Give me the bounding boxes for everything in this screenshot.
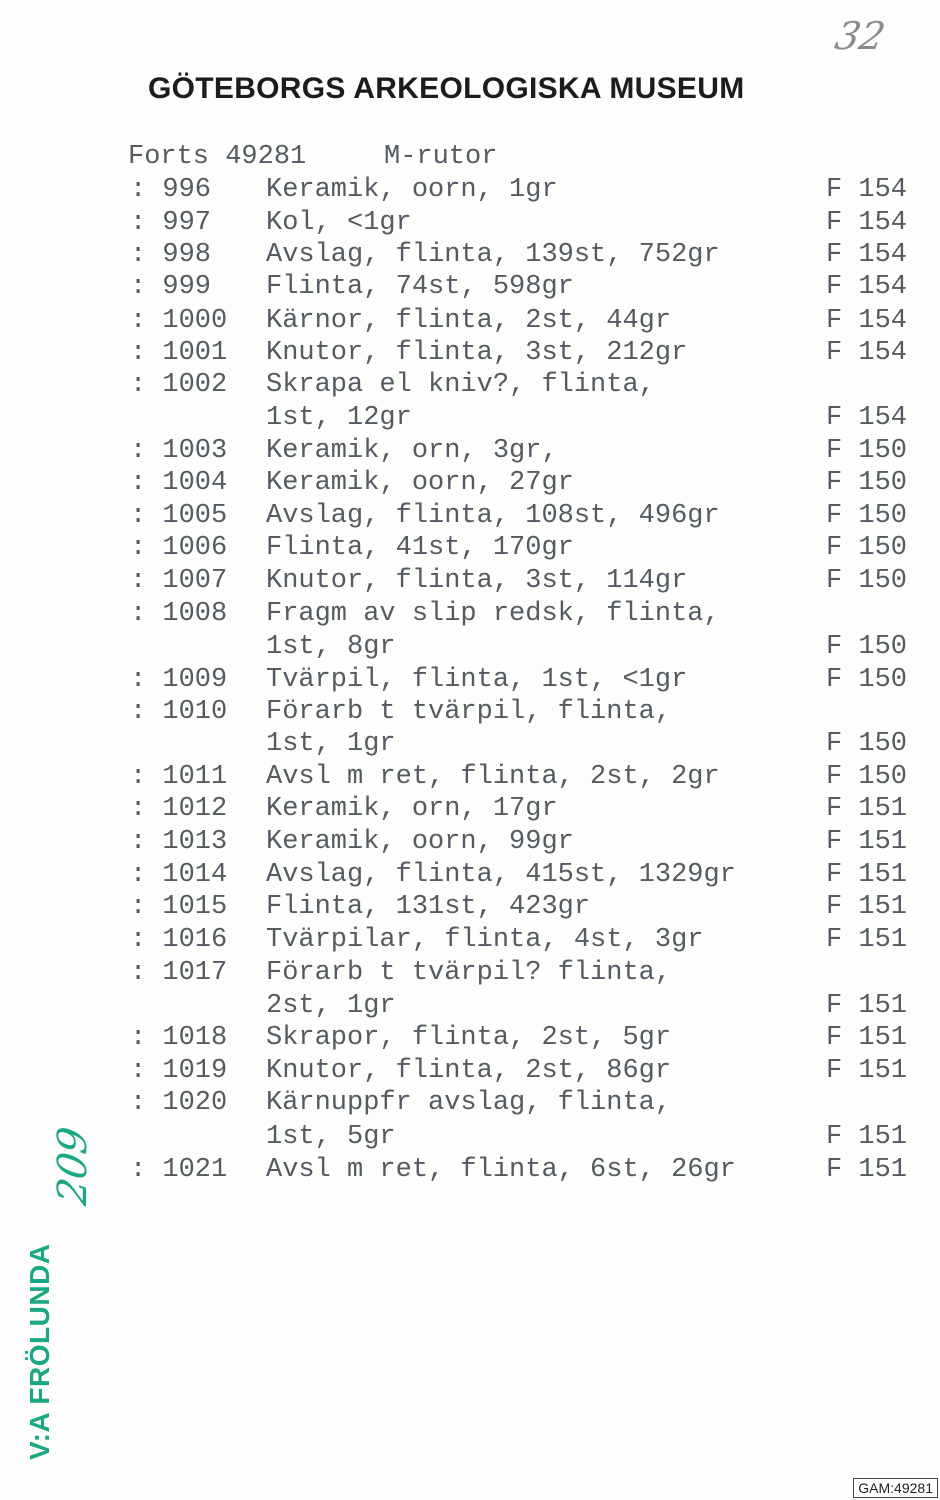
storage-reference: F 154 <box>826 208 908 238</box>
storage-reference: F 150 <box>826 632 908 662</box>
catalog-row <box>0 1122 940 1155</box>
catalog-row <box>0 729 940 762</box>
catalog-row <box>0 697 940 730</box>
catalog-row <box>0 272 940 305</box>
storage-reference: F 151 <box>826 1155 908 1185</box>
catalog-number: : 1004 <box>130 468 228 498</box>
museum-header: GÖTEBORGS ARKEOLOGISKA MUSEUM <box>148 72 745 105</box>
item-description: Kärnuppfr avslag, flinta, <box>266 1088 672 1118</box>
catalog-number: : 1011 <box>130 762 228 792</box>
catalog-number: : 998 <box>130 240 212 270</box>
item-description: Förarb t tvärpil? flinta, <box>266 958 672 988</box>
storage-reference: F 151 <box>826 991 908 1021</box>
catalog-row <box>0 632 940 665</box>
catalog-number: : 1018 <box>130 1023 228 1053</box>
handwritten-page-number: 32 <box>831 14 890 58</box>
item-description: Avsl m ret, flinta, 2st, 2gr <box>266 762 720 792</box>
item-description: Förarb t tvärpil, flinta, <box>266 697 672 727</box>
item-description: Tvärpil, flinta, 1st, <1gr <box>266 665 688 695</box>
site-stamp: V:A FRÖLUNDA <box>24 1243 55 1460</box>
catalog-row <box>0 566 940 599</box>
storage-reference: F 154 <box>826 338 908 368</box>
catalog-row <box>0 860 940 893</box>
storage-reference: F 154 <box>826 240 908 270</box>
storage-reference: F 151 <box>826 925 908 955</box>
catalog-row <box>0 175 940 208</box>
storage-reference: F 154 <box>826 403 908 433</box>
catalog-number: : 1021 <box>130 1155 228 1185</box>
item-description: 1st, 12gr <box>266 403 412 433</box>
catalog-row <box>0 762 940 795</box>
catalog-row <box>0 599 940 632</box>
catalog-row <box>0 991 940 1024</box>
item-description: Avslag, flinta, 139st, 752gr <box>266 240 720 270</box>
storage-reference: F 150 <box>826 533 908 563</box>
catalog-row <box>0 208 940 241</box>
catalog-number: : 996 <box>130 175 212 205</box>
catalog-number: : 999 <box>130 272 212 302</box>
item-description: 1st, 1gr <box>266 729 396 759</box>
catalog-number: : 1007 <box>130 566 228 596</box>
continuation-label: Forts 49281 <box>128 142 307 172</box>
archive-id-label: GAM:49281 <box>853 1478 938 1498</box>
catalog-row <box>0 665 940 698</box>
storage-reference: F 151 <box>826 794 908 824</box>
storage-reference: F 150 <box>826 665 908 695</box>
catalog-row <box>0 468 940 501</box>
item-description: Flinta, 41st, 170gr <box>266 533 574 563</box>
item-description: Kol, <1gr <box>266 208 412 238</box>
catalog-number: : 1016 <box>130 925 228 955</box>
storage-reference: F 151 <box>826 860 908 890</box>
item-description: Flinta, 131st, 423gr <box>266 892 591 922</box>
catalog-row <box>0 501 940 534</box>
catalog-number: : 1002 <box>130 370 228 400</box>
catalog-row <box>0 1088 940 1121</box>
catalog-row <box>0 533 940 566</box>
item-description: Keramik, orn, 17gr <box>266 794 558 824</box>
item-description: Skrapor, flinta, 2st, 5gr <box>266 1023 672 1053</box>
catalog-number: : 1000 <box>130 306 228 336</box>
storage-reference: F 154 <box>826 272 908 302</box>
catalog-number: : 1020 <box>130 1088 228 1118</box>
storage-reference: F 154 <box>826 306 908 336</box>
handwritten-site-number: 209 <box>50 1123 96 1209</box>
catalog-row <box>0 436 940 469</box>
catalog-number: : 997 <box>130 208 212 238</box>
catalog-row <box>0 1023 940 1056</box>
storage-reference: F 150 <box>826 729 908 759</box>
storage-reference: F 151 <box>826 892 908 922</box>
item-description: 1st, 5gr <box>266 1122 396 1152</box>
catalog-row <box>0 892 940 925</box>
catalog-number: : 1010 <box>130 697 228 727</box>
catalog-row <box>0 794 940 827</box>
storage-reference: F 150 <box>826 468 908 498</box>
storage-reference: F 150 <box>826 436 908 466</box>
catalog-row <box>0 1056 940 1089</box>
catalog-number: : 1006 <box>130 533 228 563</box>
catalog-row <box>0 306 940 339</box>
item-description: Knutor, flinta, 3st, 212gr <box>266 338 688 368</box>
item-description: Flinta, 74st, 598gr <box>266 272 574 302</box>
catalog-row <box>0 338 940 371</box>
catalog-number: : 1008 <box>130 599 228 629</box>
item-description: Skrapa el kniv?, flinta, <box>266 370 655 400</box>
catalog-row <box>0 370 940 403</box>
catalog-row <box>0 827 940 860</box>
item-description: Avslag, flinta, 415st, 1329gr <box>266 860 736 890</box>
catalog-row <box>0 925 940 958</box>
catalog-number: : 1009 <box>130 665 228 695</box>
item-description: 2st, 1gr <box>266 991 396 1021</box>
item-description: Tvärpilar, flinta, 4st, 3gr <box>266 925 704 955</box>
group-label: M-rutor <box>384 142 498 172</box>
item-description: Knutor, flinta, 2st, 86gr <box>266 1056 672 1086</box>
storage-reference: F 151 <box>826 827 908 857</box>
item-description: Kärnor, flinta, 2st, 44gr <box>266 306 672 336</box>
item-description: Keramik, oorn, 99gr <box>266 827 574 857</box>
item-description: Fragm av slip redsk, flinta, <box>266 599 720 629</box>
item-description: Knutor, flinta, 3st, 114gr <box>266 566 688 596</box>
catalog-row <box>0 240 940 273</box>
storage-reference: F 154 <box>826 175 908 205</box>
storage-reference: F 151 <box>826 1023 908 1053</box>
item-description: Keramik, oorn, 27gr <box>266 468 574 498</box>
catalog-row <box>0 403 940 436</box>
item-description: 1st, 8gr <box>266 632 396 662</box>
catalog-number: : 1013 <box>130 827 228 857</box>
catalog-number: : 1019 <box>130 1056 228 1086</box>
catalog-number: : 1012 <box>130 794 228 824</box>
storage-reference: F 150 <box>826 762 908 792</box>
catalog-number: : 1003 <box>130 436 228 466</box>
item-description: Keramik, orn, 3gr, <box>266 436 558 466</box>
catalog-number: : 1005 <box>130 501 228 531</box>
storage-reference: F 150 <box>826 566 908 596</box>
catalog-number: : 1017 <box>130 958 228 988</box>
storage-reference: F 151 <box>826 1056 908 1086</box>
storage-reference: F 150 <box>826 501 908 531</box>
storage-reference: F 151 <box>826 1122 908 1152</box>
catalog-number: : 1015 <box>130 892 228 922</box>
catalog-row <box>0 958 940 991</box>
item-description: Avslag, flinta, 108st, 496gr <box>266 501 720 531</box>
item-description: Keramik, oorn, 1gr <box>266 175 558 205</box>
catalog-row <box>0 1155 940 1188</box>
catalog-number: : 1014 <box>130 860 228 890</box>
item-description: Avsl m ret, flinta, 6st, 26gr <box>266 1155 736 1185</box>
catalog-number: : 1001 <box>130 338 228 368</box>
